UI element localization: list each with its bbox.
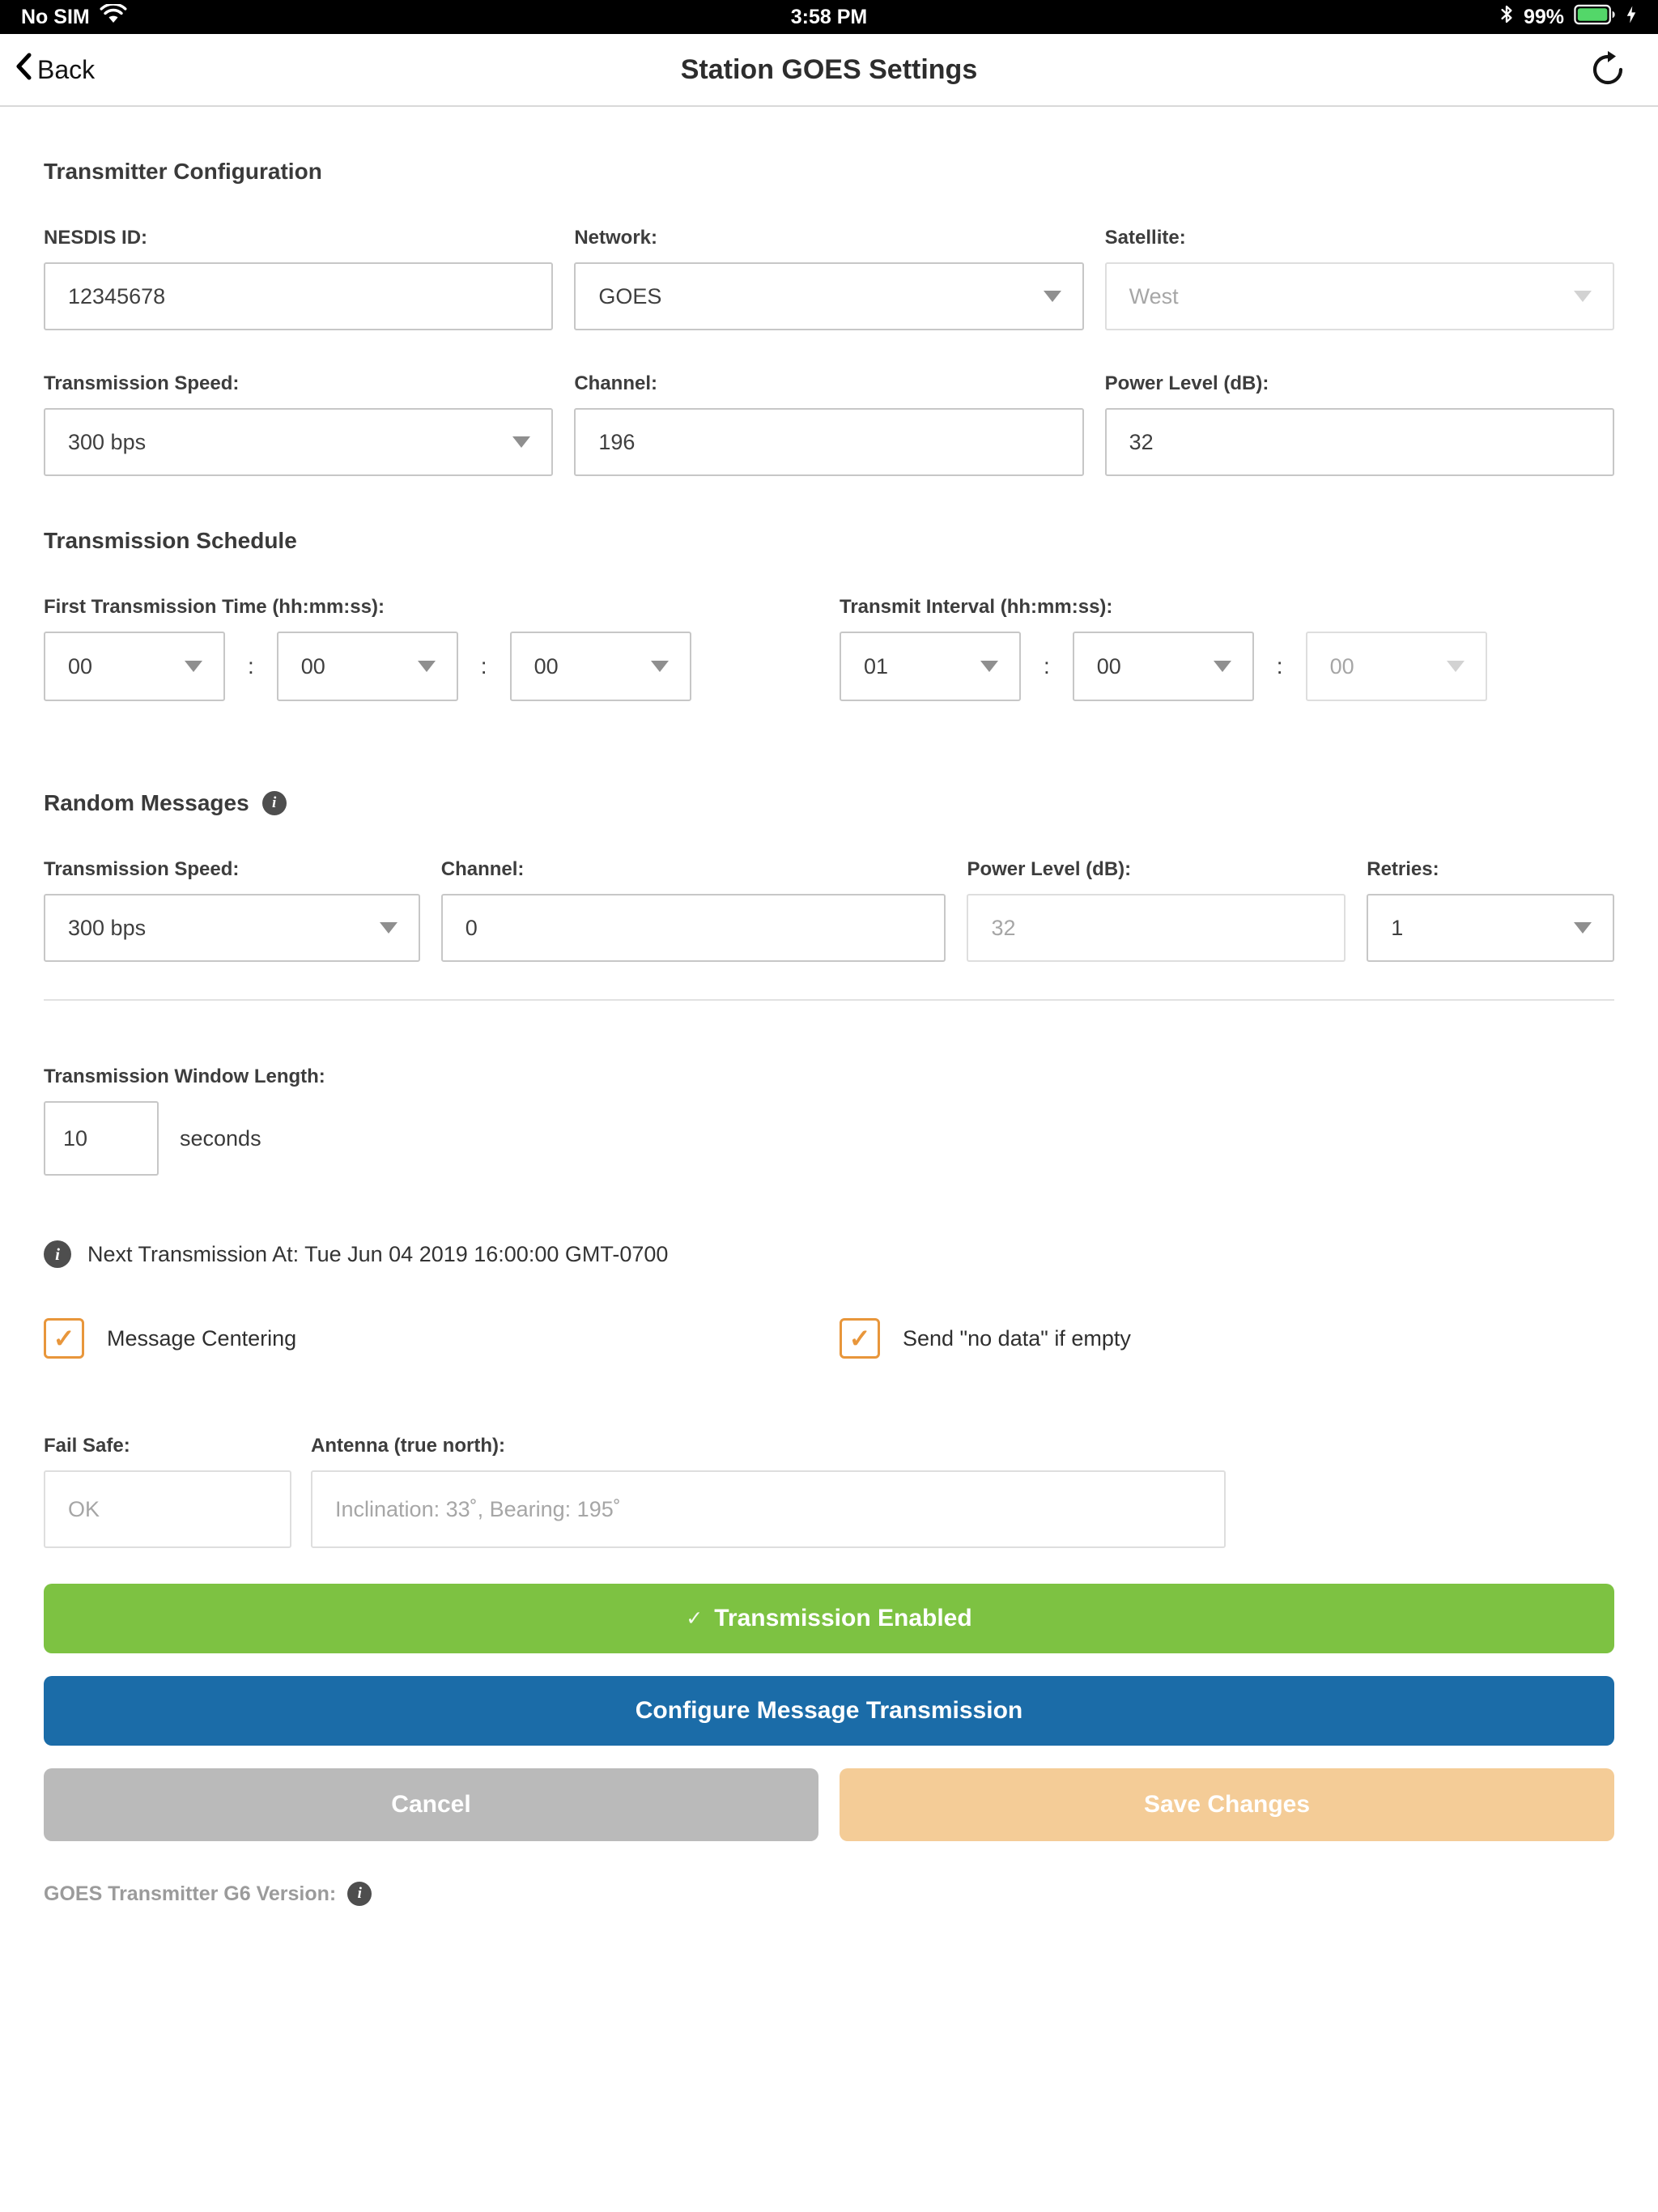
time-separator: :	[1044, 653, 1050, 678]
check-icon: ✓	[686, 1607, 704, 1630]
first-time-ss-value: 00	[534, 653, 559, 678]
power-level-input[interactable]	[1105, 408, 1614, 476]
next-transmission-text: Next Transmission At: Tue Jun 04 2019 16:00:00 GMT-0700	[87, 1241, 669, 1266]
field-random-speed	[44, 816, 420, 962]
schedule-row	[44, 554, 1614, 701]
retries-select[interactable]	[1367, 894, 1614, 962]
network-label: Network:	[574, 227, 658, 249]
field-nesdis-id	[44, 185, 553, 330]
checkbox-row	[44, 1318, 1614, 1359]
random-power-input	[967, 894, 1346, 962]
battery-icon	[1574, 4, 1616, 31]
transmit-interval-group	[840, 554, 1614, 701]
transmitter-config-heading: Transmitter Configuration	[44, 159, 322, 184]
random-messages-heading	[44, 790, 1614, 816]
nesdis-id-value: 12345678	[68, 283, 166, 308]
send-no-data-label: Send "no data" if empty	[903, 1325, 1131, 1351]
window-length-value: 10	[63, 1125, 88, 1151]
field-channel	[574, 330, 1083, 476]
bluetooth-icon	[1499, 3, 1514, 31]
chevron-down-icon	[651, 661, 669, 672]
random-speed-label: Transmission Speed:	[44, 858, 240, 880]
retries-value: 1	[1391, 915, 1404, 940]
fail-safe-input	[44, 1470, 291, 1548]
field-random-power	[967, 816, 1346, 962]
satellite-select	[1105, 262, 1614, 330]
nesdis-id-label: NESDIS ID:	[44, 227, 148, 249]
random-channel-input[interactable]	[441, 894, 946, 962]
random-channel-value: 0	[465, 915, 478, 940]
transmission-speed-select[interactable]	[44, 408, 553, 476]
random-messages-row	[44, 816, 1614, 962]
version-label: GOES Transmitter G6 Version:	[44, 1882, 337, 1905]
nav-bar	[0, 34, 1658, 107]
network-select[interactable]	[574, 262, 1083, 330]
chevron-down-icon	[1044, 291, 1061, 302]
info-icon[interactable]: i	[262, 791, 287, 815]
version-line	[44, 1882, 1614, 1906]
transmission-enabled-label: Transmission Enabled	[714, 1605, 972, 1631]
window-length-unit: seconds	[180, 1125, 261, 1151]
send-no-data-checkbox[interactable]: ✓	[840, 1318, 880, 1359]
transmission-schedule-heading: Transmission Schedule	[44, 528, 297, 553]
page-title: Station GOES Settings	[680, 53, 978, 85]
interval-mm-select[interactable]	[1073, 632, 1254, 701]
back-label: Back	[37, 54, 96, 84]
save-changes-label: Save Changes	[1143, 1791, 1311, 1818]
chevron-down-icon	[185, 661, 202, 672]
field-transmission-speed	[44, 330, 553, 476]
interval-mm-value: 00	[1096, 653, 1121, 678]
power-level-label: Power Level (dB):	[1104, 372, 1269, 394]
next-transmission-line	[44, 1240, 1614, 1268]
info-icon[interactable]: i	[44, 1240, 71, 1268]
cancel-button[interactable]	[44, 1768, 818, 1841]
message-centering-option	[44, 1318, 818, 1359]
satellite-value: West	[1129, 283, 1179, 308]
satellite-label: Satellite:	[1104, 227, 1186, 249]
first-time-hh-select[interactable]	[44, 632, 225, 701]
fail-safe-label: Fail Safe:	[44, 1435, 130, 1457]
first-transmission-time-label: First Transmission Time (hh:mm:ss):	[44, 596, 385, 618]
network-value: GOES	[598, 283, 662, 308]
window-length-row	[44, 1101, 1614, 1176]
transmission-speed-label: Transmission Speed:	[44, 372, 240, 394]
antenna-value: Inclination: 33˚, Bearing: 195˚	[335, 1496, 621, 1521]
interval-hh-select[interactable]	[840, 632, 1021, 701]
info-icon[interactable]: i	[347, 1882, 372, 1906]
window-length-label: Transmission Window Length:	[44, 1066, 325, 1087]
failsafe-antenna-row	[44, 1470, 1614, 1548]
time-separator: :	[480, 653, 487, 678]
chevron-down-icon	[512, 436, 530, 448]
send-no-data-option	[840, 1318, 1614, 1359]
random-channel-label: Channel:	[440, 858, 525, 880]
section-divider	[44, 999, 1614, 1001]
interval-hh-value: 01	[864, 653, 889, 678]
refresh-icon	[1588, 79, 1627, 92]
field-network	[574, 185, 1083, 330]
chevron-down-icon	[1574, 291, 1592, 302]
first-time-mm-select[interactable]	[277, 632, 458, 701]
chevron-down-icon	[418, 661, 436, 672]
interval-ss-select	[1306, 632, 1487, 701]
fail-safe-value: OK	[68, 1496, 100, 1521]
status-bar	[0, 0, 1658, 34]
wifi-icon	[100, 4, 127, 30]
transmission-enabled-button[interactable]	[44, 1584, 1614, 1653]
field-retries	[1367, 816, 1614, 962]
refresh-button[interactable]	[1588, 50, 1627, 93]
antenna-input	[311, 1470, 1226, 1548]
first-time-hh-value: 00	[68, 653, 93, 678]
first-time-mm-value: 00	[300, 653, 325, 678]
random-speed-value: 300 bps	[68, 915, 147, 940]
charging-bolt-icon	[1626, 5, 1637, 30]
field-random-channel	[441, 816, 946, 962]
interval-ss-value: 00	[1329, 653, 1354, 678]
retries-label: Retries:	[1367, 858, 1439, 880]
nesdis-id-input[interactable]	[44, 262, 553, 330]
channel-value: 196	[598, 429, 636, 454]
cancel-save-row	[44, 1768, 1614, 1841]
carrier-label: No SIM	[21, 5, 90, 28]
configure-message-transmission-button[interactable]	[44, 1676, 1614, 1746]
clock: 3:58 PM	[790, 5, 868, 28]
window-length-input[interactable]	[44, 1101, 159, 1176]
power-level-value: 32	[1129, 429, 1154, 454]
channel-input[interactable]	[574, 408, 1083, 476]
field-satellite	[1105, 185, 1614, 330]
field-power-level	[1105, 330, 1614, 476]
random-messages-title: Random Messages	[44, 790, 249, 815]
time-separator: :	[1276, 653, 1283, 678]
first-transmission-time-group	[44, 554, 818, 701]
transmit-interval-label: Transmit Interval (hh:mm:ss):	[840, 596, 1113, 618]
chevron-down-icon	[1574, 922, 1592, 934]
chevron-down-icon	[380, 922, 397, 934]
random-power-label: Power Level (dB):	[967, 858, 1132, 880]
save-changes-button[interactable]	[840, 1768, 1614, 1841]
time-separator: :	[248, 653, 254, 678]
random-speed-select[interactable]	[44, 894, 420, 962]
message-centering-checkbox[interactable]: ✓	[44, 1318, 84, 1359]
chevron-down-icon	[1214, 661, 1231, 672]
transmission-speed-value: 300 bps	[68, 429, 147, 454]
first-time-ss-select[interactable]	[510, 632, 691, 701]
failsafe-antenna-labels	[44, 1435, 1614, 1457]
channel-label: Channel:	[574, 372, 657, 394]
chevron-down-icon	[1447, 661, 1465, 672]
chevron-down-icon	[980, 661, 998, 672]
antenna-label: Antenna (true north):	[311, 1435, 505, 1457]
battery-percent: 99%	[1523, 5, 1564, 28]
transmitter-config-row-2	[44, 330, 1614, 476]
transmitter-config-row-1	[44, 185, 1614, 330]
cancel-label: Cancel	[391, 1791, 471, 1818]
random-power-placeholder: 32	[991, 915, 1016, 940]
message-centering-label: Message Centering	[107, 1325, 297, 1351]
configure-label: Configure Message Transmission	[635, 1697, 1023, 1724]
